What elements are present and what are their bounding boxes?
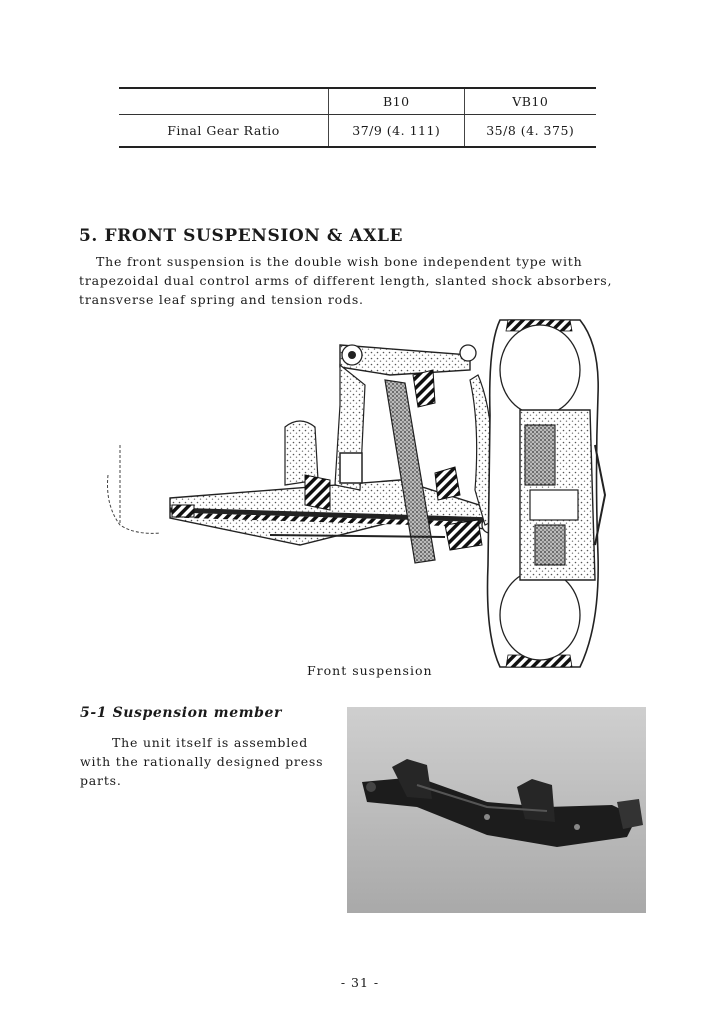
subsection-title: 5-1 Suspension member	[80, 705, 283, 721]
section-intro: The front suspension is the double wish bone independent type with trapezoidal dual control arms of different length, slanted shock absorbers, transverse leaf spring and tension rods.	[79, 254, 613, 307]
bolt-hole	[574, 824, 580, 830]
upper-ball-joint	[460, 345, 476, 361]
tire-section-top	[500, 325, 580, 415]
table-header-row	[119, 88, 596, 114]
frame-outline	[108, 445, 161, 533]
b10-value: 37/9 (4. 111)	[329, 114, 464, 147]
bump-stopper	[340, 453, 362, 483]
left-mount-ear	[366, 782, 376, 792]
front-suspension-illustration	[100, 315, 612, 675]
figure-caption: Front suspension	[307, 663, 433, 678]
tension-rod-mount	[445, 520, 482, 550]
spring-mount	[305, 475, 330, 510]
section-title: 5. FRONT SUSPENSION & AXLE	[79, 226, 404, 246]
suspension-member-photo	[347, 707, 646, 913]
table-row	[119, 114, 596, 147]
spring-tower	[285, 421, 318, 485]
lower-mount	[435, 467, 460, 500]
header-vb10: VB10	[464, 88, 596, 114]
vb10-value: 35/8 (4. 375)	[486, 122, 575, 138]
gear-ratio-table	[119, 87, 596, 148]
tire-section-bottom	[500, 570, 580, 660]
upper-mount	[413, 370, 435, 407]
subsection-text: The unit itself is assembled with the rationally designed press parts.	[80, 735, 324, 788]
spring-end-mount	[172, 505, 194, 517]
wheel-hub	[535, 525, 565, 565]
row-label: Final Gear Ratio	[167, 122, 280, 138]
hub-bearing	[530, 490, 578, 520]
bolt-hole	[484, 814, 490, 820]
header-b10: B10	[329, 88, 464, 114]
header-label-cell	[119, 88, 329, 114]
brake-cylinder	[525, 425, 555, 485]
page-number: - 31 -	[340, 975, 380, 990]
upper-arm-bolt	[348, 351, 356, 359]
